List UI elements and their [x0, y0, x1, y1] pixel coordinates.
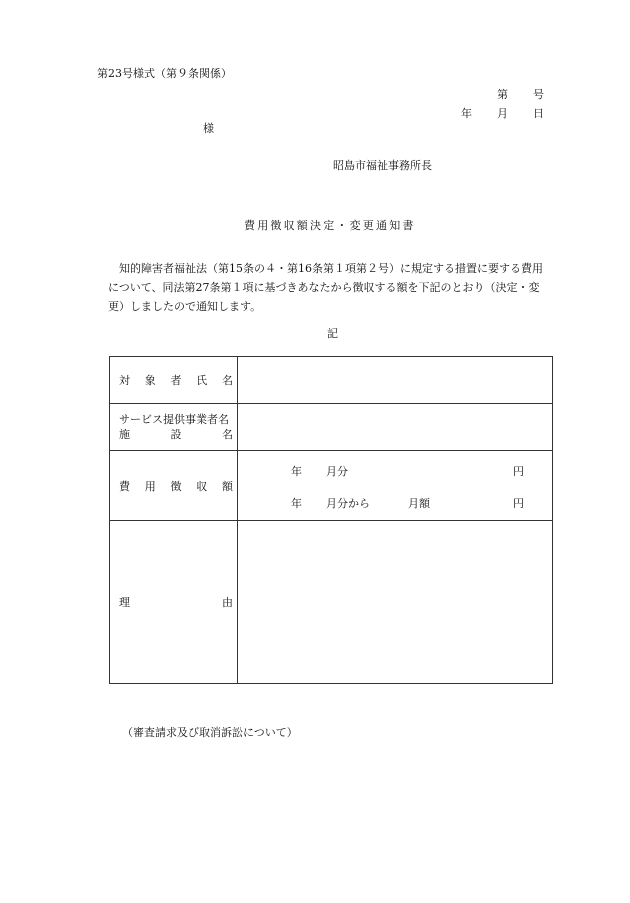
form-number: 第23号様式（第９条関係） — [97, 67, 232, 80]
label-fee-amount — [110, 451, 238, 521]
table-row — [110, 451, 553, 521]
fee-line-2: 年 月分から 月額 円 — [291, 496, 524, 510]
recipient-suffix: 様 — [203, 122, 214, 135]
label-provider-line2: 施 設 名 — [119, 428, 233, 441]
table-row — [110, 357, 553, 404]
document-title: 費用徴収額決定・変更通知書 — [244, 219, 416, 232]
value-subject-name[interactable] — [238, 357, 553, 404]
appeal-note: （審査請求及び取消訴訟について） — [122, 726, 298, 739]
value-provider-name[interactable] — [238, 404, 553, 451]
label-reason — [110, 521, 238, 684]
doc-number-suffix: 号 — [533, 88, 544, 101]
issuer: 昭島市福祉事務所長 — [333, 159, 432, 172]
value-fee-amount[interactable] — [238, 451, 553, 521]
doc-number-prefix: 第 — [497, 88, 508, 101]
label-fee-amount-text: 費 用 徴 収 額 — [119, 479, 233, 493]
date-year: 年 — [461, 107, 472, 120]
label-reason-text: 理 由 — [119, 596, 233, 609]
body-paragraph — [108, 259, 568, 316]
label-provider-name — [110, 404, 238, 451]
fee-table — [109, 356, 553, 684]
label-subject-name-text: 対 象 者 氏 名 — [119, 374, 233, 387]
table-row — [110, 521, 553, 684]
ki-heading: 記 — [327, 327, 338, 340]
label-provider-line1: サービス提供事業者名 — [119, 413, 229, 426]
body-line-3: 更）しましたので通知します。 — [108, 300, 262, 313]
label-subject-name — [110, 357, 238, 404]
table-row — [110, 404, 553, 451]
body-line-2: について、同法第27条第１項に基づきあなたから徴収する額を下記のとおり（決定・変 — [108, 281, 540, 294]
fee-line-1: 年 月分 円 — [291, 464, 524, 478]
body-line-1: 知的障害者福祉法（第15条の４・第16条第１項第２号）に規定する措置に要する費用 — [119, 262, 543, 275]
date-month: 月 — [497, 107, 508, 120]
value-reason[interactable] — [238, 521, 553, 684]
date-day: 日 — [533, 107, 544, 120]
